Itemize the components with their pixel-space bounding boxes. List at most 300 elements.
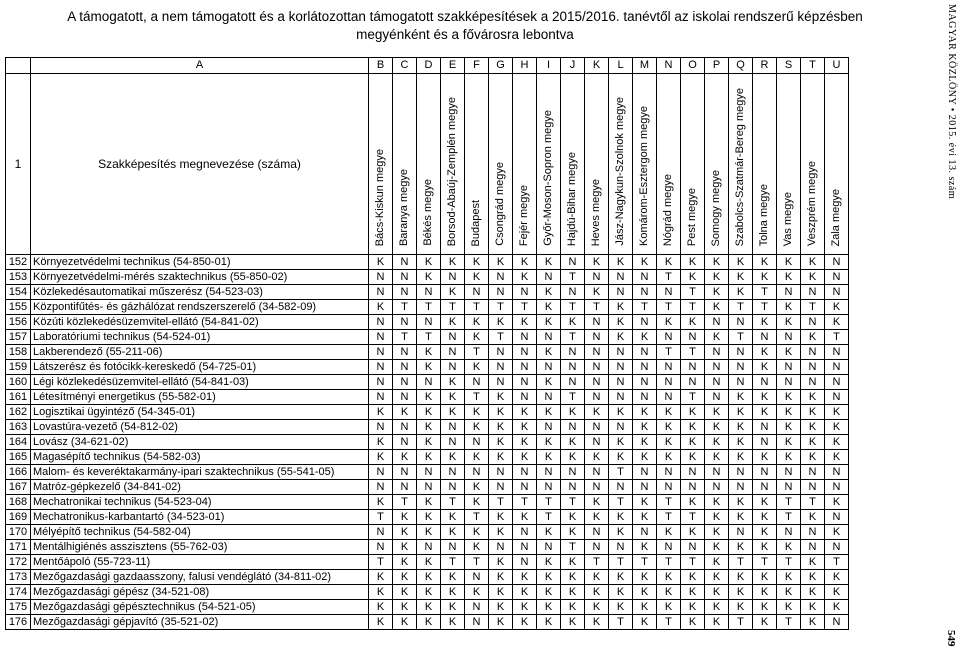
table-row <box>6 390 849 405</box>
status-cell: K <box>513 600 537 615</box>
county-header <box>633 74 657 255</box>
qualification-name: Környezetvédelmi technikus (54-850-01) <box>31 255 369 270</box>
status-cell: K <box>513 315 537 330</box>
status-cell: N <box>633 360 657 375</box>
status-cell: K <box>369 495 393 510</box>
status-cell: N <box>585 480 609 495</box>
status-cell: N <box>393 465 417 480</box>
status-cell: N <box>561 360 585 375</box>
status-cell: K <box>393 450 417 465</box>
qualification-name: Mezőgazdasági gépjavító (35-521-02) <box>31 615 369 630</box>
status-cell: N <box>441 270 465 285</box>
status-cell: N <box>561 285 585 300</box>
status-cell: N <box>585 360 609 375</box>
status-cell: K <box>417 390 441 405</box>
row-number: 166 <box>6 465 31 480</box>
status-cell: K <box>681 600 705 615</box>
status-cell: K <box>537 315 561 330</box>
row-number: 164 <box>6 435 31 450</box>
row-number: 168 <box>6 495 31 510</box>
status-cell: K <box>753 270 777 285</box>
status-cell: K <box>393 405 417 420</box>
status-cell: K <box>825 315 849 330</box>
status-cell: K <box>825 450 849 465</box>
status-cell: K <box>393 540 417 555</box>
column-letter: Q <box>729 58 753 74</box>
status-cell: N <box>465 435 489 450</box>
status-cell: K <box>825 405 849 420</box>
status-cell: K <box>825 570 849 585</box>
status-cell: K <box>417 525 441 540</box>
qualification-header: Szakképesítés megnevezése (száma) <box>31 74 369 255</box>
status-cell: N <box>417 465 441 480</box>
status-cell: N <box>369 285 393 300</box>
status-cell: T <box>825 555 849 570</box>
status-cell: N <box>729 465 753 480</box>
county-name: Jász-Nagykun-Szolnok megye <box>614 97 626 246</box>
status-cell: N <box>729 315 753 330</box>
status-cell: K <box>393 555 417 570</box>
status-cell: K <box>633 540 657 555</box>
table-row <box>6 270 849 285</box>
status-cell: T <box>369 555 393 570</box>
status-cell: K <box>489 450 513 465</box>
status-cell: N <box>393 420 417 435</box>
county-name: Hajdú-Bihar megye <box>566 151 578 246</box>
status-cell: K <box>537 285 561 300</box>
column-letter: A <box>31 58 369 74</box>
status-cell: K <box>513 570 537 585</box>
status-cell: K <box>393 525 417 540</box>
status-cell: K <box>609 600 633 615</box>
status-cell: K <box>561 570 585 585</box>
status-cell: N <box>585 330 609 345</box>
status-cell: K <box>561 405 585 420</box>
status-cell: K <box>441 390 465 405</box>
status-cell: K <box>753 390 777 405</box>
row-number: 173 <box>6 570 31 585</box>
qualification-table <box>5 57 849 630</box>
status-cell: K <box>705 270 729 285</box>
status-cell: K <box>537 585 561 600</box>
county-header <box>585 74 609 255</box>
status-cell: K <box>417 600 441 615</box>
status-cell: K <box>369 450 393 465</box>
table-row <box>6 465 849 480</box>
status-cell: N <box>585 345 609 360</box>
status-cell: K <box>393 600 417 615</box>
status-cell: K <box>441 585 465 600</box>
status-cell: T <box>777 510 801 525</box>
status-cell: N <box>585 375 609 390</box>
status-cell: N <box>513 360 537 375</box>
status-cell: N <box>393 390 417 405</box>
status-cell: K <box>729 405 753 420</box>
status-cell: N <box>441 480 465 495</box>
status-cell: K <box>681 450 705 465</box>
status-cell: N <box>513 555 537 570</box>
status-cell: K <box>681 615 705 630</box>
status-cell: K <box>465 585 489 600</box>
status-cell: N <box>369 330 393 345</box>
status-cell: T <box>465 345 489 360</box>
column-letter: G <box>489 58 513 74</box>
status-cell: K <box>657 570 681 585</box>
status-cell: N <box>417 285 441 300</box>
status-cell: N <box>369 315 393 330</box>
status-cell: N <box>825 285 849 300</box>
status-cell: K <box>465 480 489 495</box>
row-number: 171 <box>6 540 31 555</box>
row-number: 167 <box>6 480 31 495</box>
status-cell: K <box>753 360 777 375</box>
status-cell: N <box>489 285 513 300</box>
status-cell: N <box>417 480 441 495</box>
status-cell: N <box>561 480 585 495</box>
status-cell: N <box>681 360 705 375</box>
qualification-name: Matróz-gépkezelő (34-841-02) <box>31 480 369 495</box>
status-cell: K <box>753 495 777 510</box>
status-cell: K <box>825 300 849 315</box>
status-cell: K <box>633 600 657 615</box>
status-cell: K <box>801 390 825 405</box>
row-number: 155 <box>6 300 31 315</box>
status-cell: N <box>753 330 777 345</box>
status-cell: N <box>513 480 537 495</box>
status-cell: K <box>513 420 537 435</box>
status-cell: K <box>825 435 849 450</box>
status-cell: T <box>561 270 585 285</box>
status-cell: K <box>705 300 729 315</box>
status-cell: N <box>777 360 801 375</box>
status-cell: K <box>705 585 729 600</box>
status-cell: K <box>657 420 681 435</box>
status-cell: N <box>777 285 801 300</box>
status-cell: T <box>681 300 705 315</box>
status-cell: N <box>801 315 825 330</box>
status-cell: N <box>393 375 417 390</box>
status-cell: K <box>561 585 585 600</box>
status-cell: N <box>465 465 489 480</box>
status-cell: N <box>393 360 417 375</box>
status-cell: K <box>561 510 585 525</box>
status-cell: K <box>753 315 777 330</box>
status-cell: K <box>729 420 753 435</box>
page-title <box>0 8 930 44</box>
status-cell: K <box>585 405 609 420</box>
status-cell: N <box>825 615 849 630</box>
status-cell: K <box>801 510 825 525</box>
status-cell: N <box>801 480 825 495</box>
column-letter: O <box>681 58 705 74</box>
status-cell: K <box>825 495 849 510</box>
status-cell: K <box>753 540 777 555</box>
status-cell: K <box>465 495 489 510</box>
status-cell: K <box>825 585 849 600</box>
status-cell: K <box>777 315 801 330</box>
status-cell: T <box>681 285 705 300</box>
status-cell: K <box>753 450 777 465</box>
row-number: 169 <box>6 510 31 525</box>
status-cell: K <box>489 315 513 330</box>
status-cell: K <box>705 330 729 345</box>
status-cell: N <box>729 375 753 390</box>
status-cell: N <box>825 255 849 270</box>
status-cell: T <box>441 300 465 315</box>
status-cell: T <box>465 390 489 405</box>
row-number: 152 <box>6 255 31 270</box>
status-cell: T <box>609 555 633 570</box>
status-cell: N <box>609 390 633 405</box>
status-cell: K <box>729 540 753 555</box>
status-cell: N <box>465 285 489 300</box>
corner-cell <box>6 58 31 74</box>
status-cell: K <box>585 255 609 270</box>
status-cell: K <box>537 375 561 390</box>
status-cell: K <box>657 450 681 465</box>
status-cell: K <box>537 345 561 360</box>
status-cell: K <box>777 300 801 315</box>
column-letter: I <box>537 58 561 74</box>
status-cell: T <box>777 615 801 630</box>
status-cell: N <box>657 465 681 480</box>
status-cell: N <box>801 540 825 555</box>
status-cell: N <box>585 315 609 330</box>
status-cell: T <box>633 555 657 570</box>
county-name: Vas megye <box>782 191 794 246</box>
county-header <box>393 74 417 255</box>
status-cell: K <box>633 510 657 525</box>
status-cell: N <box>537 360 561 375</box>
column-letter: S <box>777 58 801 74</box>
status-cell: N <box>777 465 801 480</box>
status-cell: K <box>801 420 825 435</box>
status-cell: N <box>537 540 561 555</box>
status-cell: N <box>705 360 729 375</box>
table-row <box>6 375 849 390</box>
county-name: Szabolcs-Szatmár-Bereg megye <box>734 87 746 246</box>
status-cell: T <box>417 330 441 345</box>
status-cell: K <box>465 330 489 345</box>
status-cell: N <box>537 480 561 495</box>
publication-label: MAGYAR KÖZLÖNY • 2015. évi 13. szám <box>946 4 957 200</box>
status-cell: N <box>753 480 777 495</box>
status-cell: K <box>441 375 465 390</box>
status-cell: K <box>585 285 609 300</box>
qualification-name: Mechatronikai technikus (54-523-04) <box>31 495 369 510</box>
status-cell: K <box>489 255 513 270</box>
table-row <box>6 315 849 330</box>
status-cell: T <box>777 555 801 570</box>
status-cell: K <box>417 360 441 375</box>
status-cell: K <box>417 615 441 630</box>
status-cell: N <box>513 375 537 390</box>
status-cell: K <box>561 435 585 450</box>
row-number: 174 <box>6 585 31 600</box>
status-cell: K <box>441 510 465 525</box>
status-cell: N <box>801 525 825 540</box>
status-cell: T <box>489 495 513 510</box>
status-cell: N <box>513 540 537 555</box>
status-cell: K <box>705 255 729 270</box>
status-cell: N <box>537 420 561 435</box>
status-cell: K <box>777 270 801 285</box>
status-cell: N <box>369 390 393 405</box>
table-row <box>6 360 849 375</box>
status-cell: K <box>537 570 561 585</box>
status-cell: K <box>465 525 489 540</box>
status-cell: N <box>633 315 657 330</box>
status-cell: N <box>417 315 441 330</box>
status-cell: N <box>393 285 417 300</box>
county-header <box>705 74 729 255</box>
status-cell: N <box>369 540 393 555</box>
status-cell: N <box>825 375 849 390</box>
county-name: Somogy megye <box>710 169 722 246</box>
status-cell: T <box>729 615 753 630</box>
status-cell: N <box>633 390 657 405</box>
status-cell: K <box>489 525 513 540</box>
status-cell: K <box>705 510 729 525</box>
status-cell: K <box>513 270 537 285</box>
status-cell: K <box>729 270 753 285</box>
status-cell: N <box>369 270 393 285</box>
status-cell: N <box>585 420 609 435</box>
status-cell: K <box>417 270 441 285</box>
qualification-name: Laboratóriumi technikus (54-524-01) <box>31 330 369 345</box>
status-cell: T <box>393 300 417 315</box>
header-row-number: 1 <box>6 74 31 255</box>
table-row <box>6 540 849 555</box>
status-cell: K <box>465 315 489 330</box>
qualification-name: Mechatronikus-karbantartó (34-523-01) <box>31 510 369 525</box>
status-cell: T <box>657 345 681 360</box>
status-cell: K <box>633 495 657 510</box>
status-cell: N <box>801 465 825 480</box>
status-cell: K <box>513 450 537 465</box>
status-cell: N <box>657 480 681 495</box>
status-cell: N <box>513 345 537 360</box>
column-letter: D <box>417 58 441 74</box>
status-cell: K <box>657 315 681 330</box>
column-letter: K <box>585 58 609 74</box>
status-cell: N <box>369 420 393 435</box>
status-cell: N <box>465 615 489 630</box>
status-cell: N <box>609 285 633 300</box>
status-cell: N <box>393 315 417 330</box>
status-cell: N <box>441 540 465 555</box>
status-cell: K <box>417 585 441 600</box>
status-cell: K <box>417 450 441 465</box>
status-cell: T <box>609 615 633 630</box>
status-cell: T <box>513 300 537 315</box>
status-cell: K <box>609 330 633 345</box>
status-cell: K <box>681 405 705 420</box>
column-letter: F <box>465 58 489 74</box>
status-cell: K <box>489 600 513 615</box>
status-cell: N <box>825 390 849 405</box>
status-cell: K <box>705 600 729 615</box>
status-cell: T <box>513 495 537 510</box>
column-letter: H <box>513 58 537 74</box>
status-cell: N <box>801 360 825 375</box>
status-cell: K <box>489 510 513 525</box>
status-cell: K <box>609 435 633 450</box>
status-cell: N <box>489 540 513 555</box>
row-number: 158 <box>6 345 31 360</box>
status-cell: N <box>537 330 561 345</box>
status-cell: N <box>561 375 585 390</box>
row-number: 153 <box>6 270 31 285</box>
status-cell: K <box>561 555 585 570</box>
status-cell: K <box>513 615 537 630</box>
qualification-name: Logisztikai ügyintéző (54-345-01) <box>31 405 369 420</box>
qualification-name: Közúti közlekedésüzemvitel-ellátó (54-841-02) <box>31 315 369 330</box>
status-cell: K <box>705 435 729 450</box>
status-cell: N <box>465 570 489 585</box>
status-cell: K <box>705 615 729 630</box>
row-number: 170 <box>6 525 31 540</box>
status-cell: T <box>585 300 609 315</box>
status-cell: K <box>657 600 681 615</box>
status-cell: K <box>489 420 513 435</box>
qualification-name: Mezőgazdasági gépész (34-521-08) <box>31 585 369 600</box>
status-cell: K <box>801 255 825 270</box>
county-name: Győr-Moson-Sopron megye <box>542 110 554 246</box>
status-cell: T <box>465 555 489 570</box>
status-cell: K <box>633 450 657 465</box>
county-name: Fejér megye <box>518 184 530 246</box>
status-cell: K <box>777 600 801 615</box>
status-cell: N <box>417 540 441 555</box>
status-cell: N <box>705 480 729 495</box>
status-cell: N <box>633 285 657 300</box>
status-cell: N <box>681 480 705 495</box>
county-name: Bács-Kiskun megye <box>374 148 386 246</box>
status-cell: N <box>393 270 417 285</box>
row-number: 161 <box>6 390 31 405</box>
table-row <box>6 330 849 345</box>
status-cell: T <box>465 300 489 315</box>
status-cell: N <box>369 360 393 375</box>
status-cell: K <box>681 315 705 330</box>
status-cell: N <box>513 525 537 540</box>
status-cell: K <box>729 495 753 510</box>
table-row <box>6 420 849 435</box>
status-cell: T <box>729 300 753 315</box>
status-cell: T <box>561 495 585 510</box>
status-cell: K <box>489 555 513 570</box>
status-cell: K <box>417 570 441 585</box>
county-header <box>657 74 681 255</box>
table-row <box>6 495 849 510</box>
status-cell: N <box>465 600 489 615</box>
county-header <box>441 74 465 255</box>
status-cell: K <box>585 615 609 630</box>
row-number: 163 <box>6 420 31 435</box>
county-name: Zala megye <box>830 188 842 246</box>
qualification-name: Környezetvédelmi-mérés szaktechnikus (55-850-02) <box>31 270 369 285</box>
status-cell: K <box>753 525 777 540</box>
status-cell: K <box>777 540 801 555</box>
county-header <box>681 74 705 255</box>
county-name: Csongrád megye <box>494 162 506 246</box>
status-cell: N <box>609 420 633 435</box>
status-cell: K <box>777 255 801 270</box>
status-cell: T <box>561 300 585 315</box>
table-row <box>6 450 849 465</box>
qualification-name: Mezőgazdasági gazdaasszony, falusi vendéglátó (34-811-02) <box>31 570 369 585</box>
